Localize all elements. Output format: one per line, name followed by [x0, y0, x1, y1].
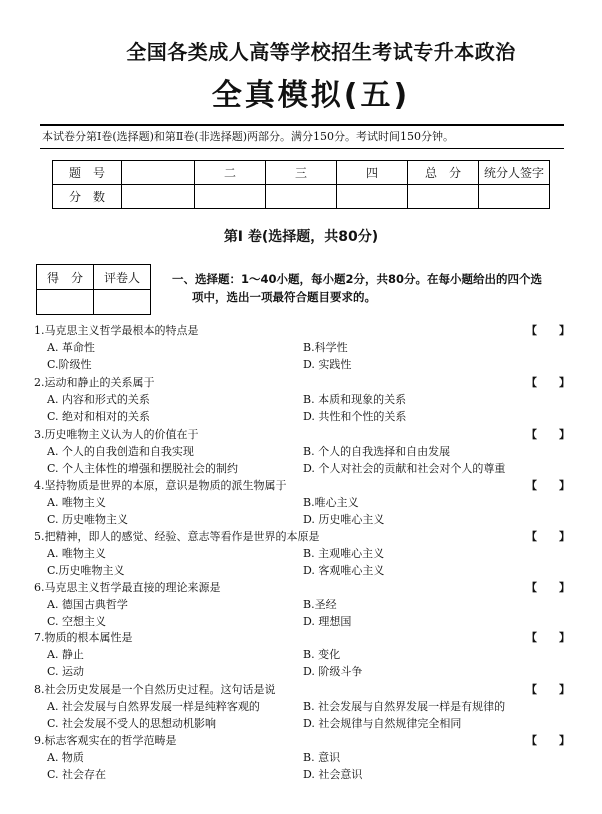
- question: [34, 375, 570, 425]
- question-stem: 3.历史唯物主义认为人的价值在于: [34, 428, 199, 441]
- grader-score-label: 得 分: [37, 265, 94, 290]
- option-b: B. 变化: [303, 648, 341, 661]
- exam-intro: 本试卷分第Ⅰ卷(选择题)和第Ⅱ卷(非选择题)两部分。满分150分。考试时间150分钟。: [42, 130, 454, 143]
- option-b: B. 意识: [303, 751, 341, 764]
- score-cell: [337, 185, 408, 209]
- option-b: B.唯心主义: [303, 496, 359, 509]
- score-cell: [408, 185, 479, 209]
- score-cell: 二: [195, 161, 266, 185]
- answer-bracket: 【 】: [526, 631, 570, 644]
- option-b: B. 主观唯心主义: [303, 547, 385, 560]
- option-c: C.阶级性: [47, 358, 92, 371]
- question: [34, 682, 570, 732]
- score-cell: [195, 185, 266, 209]
- option-d: D. 理想国: [303, 615, 352, 628]
- option-d: D. 实践性: [303, 358, 352, 371]
- option-c: C. 空想主义: [47, 615, 107, 628]
- question-stem: 9.标志客观实在的哲学范畴是: [34, 734, 177, 747]
- section-line1: 一、选择题：1～40小题，每小题2分，共80分。在每小题给出的四个选: [172, 272, 543, 286]
- score-table-header-row: [53, 161, 550, 185]
- option-d: D. 客观唯心主义: [303, 564, 385, 577]
- score-cell: 分 数: [53, 185, 122, 209]
- question: [34, 630, 570, 680]
- question-stem: 1.马克思主义哲学最根本的特点是: [34, 324, 199, 337]
- question-stem: 6.马克思主义哲学最直接的理论来源是: [34, 581, 221, 594]
- answer-bracket: 【 】: [526, 324, 570, 337]
- question-stem: 4.坚持物质是世界的本原，意识是物质的派生物属于: [34, 479, 287, 492]
- answer-bracket: 【 】: [526, 479, 570, 492]
- grader-table: [36, 264, 151, 315]
- section-instructions: [172, 270, 572, 306]
- option-b: B. 本质和现象的关系: [303, 393, 407, 406]
- question: [34, 529, 570, 579]
- grader-name-cell: [94, 290, 151, 315]
- answer-bracket: 【 】: [526, 581, 570, 594]
- grader-name-label: 评卷人: [94, 265, 151, 290]
- question: [34, 427, 570, 477]
- option-d: D. 历史唯心主义: [303, 513, 385, 526]
- score-cell: [479, 185, 550, 209]
- option-c: C. 历史唯物主义: [47, 513, 129, 526]
- option-a: A. 革命性: [47, 341, 95, 354]
- option-c: C. 社会发展不受人的思想动机影响: [47, 717, 217, 730]
- option-d: D. 社会意识: [303, 768, 363, 781]
- question: [34, 478, 570, 528]
- question-stem: 8.社会历史发展是一个自然历史过程。这句话是说: [34, 683, 276, 696]
- option-b: B.圣经: [303, 598, 337, 611]
- answer-bracket: 【 】: [526, 376, 570, 389]
- option-c: C. 运动: [47, 665, 85, 678]
- question: [34, 323, 570, 373]
- option-a: A. 唯物主义: [47, 547, 106, 560]
- grader-score-cell: [37, 290, 94, 315]
- answer-bracket: 【 】: [526, 734, 570, 747]
- question: [34, 580, 570, 630]
- score-table-score-row: [53, 185, 550, 209]
- answer-bracket: 【 】: [526, 683, 570, 696]
- score-cell: 统分人签字: [479, 161, 550, 185]
- score-cell: [122, 185, 195, 209]
- score-cell: 四: [337, 161, 408, 185]
- question-stem: 5.把精神，即人的感觉、经验、意志等看作是世界的本原是: [34, 530, 320, 543]
- option-c: C.历史唯物主义: [47, 564, 125, 577]
- exam-title-line1: 全国各类成人高等学校招生考试专升本政治: [126, 40, 516, 64]
- score-cell: 三: [266, 161, 337, 185]
- divider-thin: [40, 148, 564, 149]
- option-d: D. 共性和个性的关系: [303, 410, 407, 423]
- divider-thick: [40, 124, 564, 126]
- option-c: C. 绝对和相对的关系: [47, 410, 151, 423]
- score-cell: 题 号: [53, 161, 122, 185]
- answer-bracket: 【 】: [526, 530, 570, 543]
- option-a: A. 个人的自我创造和自我实现: [47, 445, 194, 458]
- score-cell: [266, 185, 337, 209]
- question-stem: 7.物质的根本属性是: [34, 631, 133, 644]
- part-title: 第Ⅰ 卷(选择题，共80分): [223, 229, 379, 245]
- option-b: B.科学性: [303, 341, 348, 354]
- question: [34, 733, 570, 783]
- answer-bracket: 【 】: [526, 428, 570, 441]
- score-cell: 总 分: [408, 161, 479, 185]
- option-b: B. 个人的自我选择和自由发展: [303, 445, 451, 458]
- option-a: A. 德国古典哲学: [47, 598, 128, 611]
- option-a: A. 物质: [47, 751, 84, 764]
- option-a: A. 静止: [47, 648, 84, 661]
- score-cell: [122, 161, 195, 185]
- option-a: A. 社会发展与自然界发展一样是纯粹客观的: [47, 700, 260, 713]
- option-d: D. 阶级斗争: [303, 665, 363, 678]
- option-a: A. 内容和形式的关系: [47, 393, 150, 406]
- option-d: D. 个人对社会的贡献和社会对个人的尊重: [303, 462, 506, 475]
- option-b: B. 社会发展与自然界发展一样是有规律的: [303, 700, 506, 713]
- option-c: C. 个人主体性的增强和摆脱社会的制约: [47, 462, 239, 475]
- exam-title-line2: 全真模拟(五): [211, 78, 411, 113]
- option-d: D. 社会规律与自然规律完全相同: [303, 717, 462, 730]
- option-c: C. 社会存在: [47, 768, 107, 781]
- score-table: [52, 160, 550, 209]
- option-a: A. 唯物主义: [47, 496, 106, 509]
- section-line2: 项中，选出一项最符合题目要求的。: [192, 290, 376, 304]
- question-stem: 2.运动和静止的关系属于: [34, 376, 155, 389]
